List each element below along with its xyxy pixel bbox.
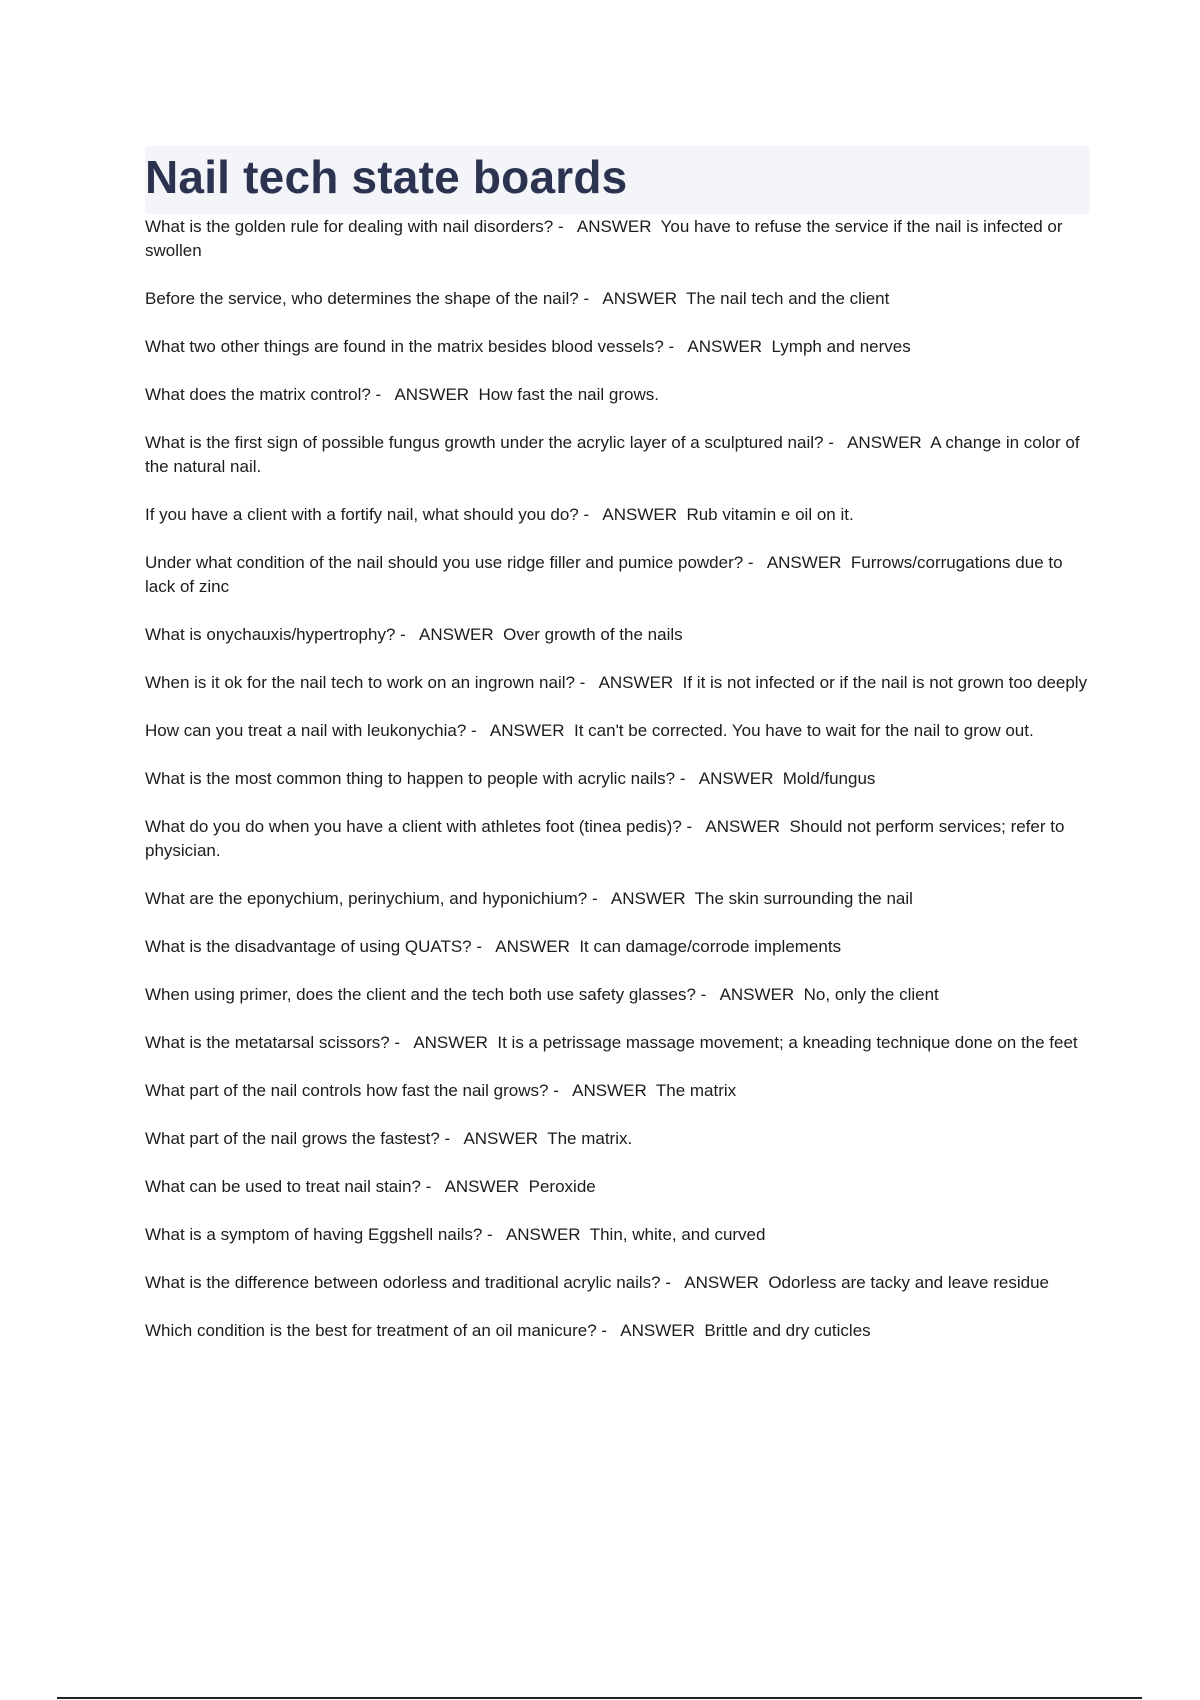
answer-text: Should not perform services; refer to physician. (145, 817, 1065, 860)
answer-text: It can't be corrected. You have to wait for the nail to grow out. (573, 721, 1034, 740)
question-text: What do you do when you have a client with athletes foot (tinea pedis)? (145, 817, 682, 836)
question-text: What is the most common thing to happen to people with acrylic nails? (145, 769, 676, 788)
qa-item (145, 983, 1090, 1007)
qa-item (145, 431, 1090, 479)
answer-text: If it is not infected or if the nail is not grown too deeply (682, 673, 1088, 692)
qa-item (145, 1175, 1090, 1199)
answer-separator: - ANSWER (420, 1177, 529, 1196)
answer-text: The matrix (655, 1081, 737, 1100)
qa-item (145, 1271, 1090, 1295)
answer-text: Peroxide (528, 1177, 596, 1196)
footer-divider (57, 1697, 1142, 1699)
answer-separator: - ANSWER (439, 1129, 548, 1148)
qa-item (145, 887, 1090, 911)
qa-list (145, 215, 1090, 1343)
question-text: When using primer, does the client and the tech both use safety glasses? (145, 985, 696, 1004)
answer-separator: - ANSWER (553, 217, 661, 236)
question-text: What part of the nail controls how fast the nail grows? (145, 1081, 549, 1100)
answer-text: Thin, white, and curved (589, 1225, 766, 1244)
answer-separator: - ANSWER (482, 1225, 590, 1244)
question-text: How can you treat a nail with leukonychia? (145, 721, 467, 740)
question-text: What is a symptom of having Eggshell nails? (145, 1225, 483, 1244)
qa-item (145, 551, 1090, 599)
answer-separator: - ANSWER (471, 937, 580, 956)
answer-separator: - ANSWER (548, 1081, 656, 1100)
qa-item (145, 215, 1090, 263)
qa-item (145, 1079, 1090, 1103)
page-title: Nail tech state boards (145, 151, 628, 203)
qa-item (145, 503, 1090, 527)
question-text: What are the eponychium, perinychium, and hyponichium? (145, 889, 588, 908)
answer-text: It is a petrissage massage movement; a kneading technique done on the feet (497, 1033, 1078, 1052)
question-text: When is it ok for the nail tech to work on an ingrown nail? (145, 673, 575, 692)
qa-item (145, 287, 1090, 311)
title-band (145, 146, 1090, 214)
qa-item (145, 623, 1090, 647)
answer-text: Brittle and dry cuticles (704, 1321, 871, 1340)
answer-separator: - ANSWER (675, 769, 783, 788)
answer-text: It can damage/corrode implements (579, 937, 842, 956)
answer-separator: - ANSWER (695, 985, 804, 1004)
answer-text: The matrix. (547, 1129, 633, 1148)
answer-separator: - ANSWER (389, 1033, 498, 1052)
answer-text: Furrows/corrugations due to lack of zinc (145, 553, 1063, 596)
qa-item (145, 1319, 1090, 1343)
question-text: What is the difference between odorless and traditional acrylic nails? (145, 1273, 661, 1292)
question-text: What is onychauxis/hypertrophy? (145, 625, 396, 644)
document-content (145, 146, 1090, 1367)
qa-item (145, 815, 1090, 863)
question-text: What does the matrix control? (145, 385, 371, 404)
answer-separator: - ANSWER (681, 817, 790, 836)
question-text: What is the disadvantage of using QUATS? (145, 937, 472, 956)
answer-text: Rub vitamin e oil on it. (686, 505, 854, 524)
answer-separator: - ANSWER (574, 673, 683, 692)
answer-separator: - ANSWER (660, 1273, 769, 1292)
question-text: Which condition is the best for treatment of an oil manicure? (145, 1321, 597, 1340)
qa-item (145, 1223, 1090, 1247)
answer-text: No, only the client (803, 985, 939, 1004)
answer-text: How fast the nail grows. (478, 385, 659, 404)
answer-separator: - ANSWER (743, 553, 851, 572)
answer-separator: - ANSWER (596, 1321, 705, 1340)
answer-text: The nail tech and the client (686, 289, 890, 308)
answer-separator: - ANSWER (370, 385, 479, 404)
answer-separator: - ANSWER (578, 505, 687, 524)
qa-item (145, 671, 1090, 695)
answer-text: Mold/fungus (782, 769, 876, 788)
question-text: If you have a client with a fortify nail, what should you do? (145, 505, 579, 524)
answer-text: A change in color of the natural nail. (145, 433, 1080, 476)
question-text: What part of the nail grows the fastest? (145, 1129, 440, 1148)
qa-item (145, 1127, 1090, 1151)
answer-separator: - ANSWER (823, 433, 931, 452)
answer-text: You have to refuse the service if the nail is infected or swollen (145, 217, 1063, 260)
answer-text: Over growth of the nails (503, 625, 683, 644)
question-text: What two other things are found in the matrix besides blood vessels? (145, 337, 664, 356)
qa-item (145, 1031, 1090, 1055)
question-text: What is the metatarsal scissors? (145, 1033, 390, 1052)
answer-separator: - ANSWER (466, 721, 574, 740)
question-text: Before the service, who determines the shape of the nail? (145, 289, 579, 308)
answer-text: Odorless are tacky and leave residue (768, 1273, 1049, 1292)
qa-item (145, 719, 1090, 743)
question-text: What is the first sign of possible fungus growth under the acrylic layer of a sculptured nail? (145, 433, 824, 452)
question-text: What is the golden rule for dealing with nail disorders? (145, 217, 554, 236)
answer-separator: - ANSWER (587, 889, 695, 908)
answer-text: The skin surrounding the nail (694, 889, 913, 908)
answer-separator: - ANSWER (663, 337, 772, 356)
question-text: What can be used to treat nail stain? (145, 1177, 421, 1196)
qa-item (145, 383, 1090, 407)
question-text: Under what condition of the nail should you use ridge filler and pumice powder? (145, 553, 744, 572)
qa-item (145, 935, 1090, 959)
qa-item (145, 767, 1090, 791)
answer-separator: - ANSWER (395, 625, 504, 644)
answer-text: Lymph and nerves (771, 337, 911, 356)
answer-separator: - ANSWER (578, 289, 687, 308)
qa-item (145, 335, 1090, 359)
